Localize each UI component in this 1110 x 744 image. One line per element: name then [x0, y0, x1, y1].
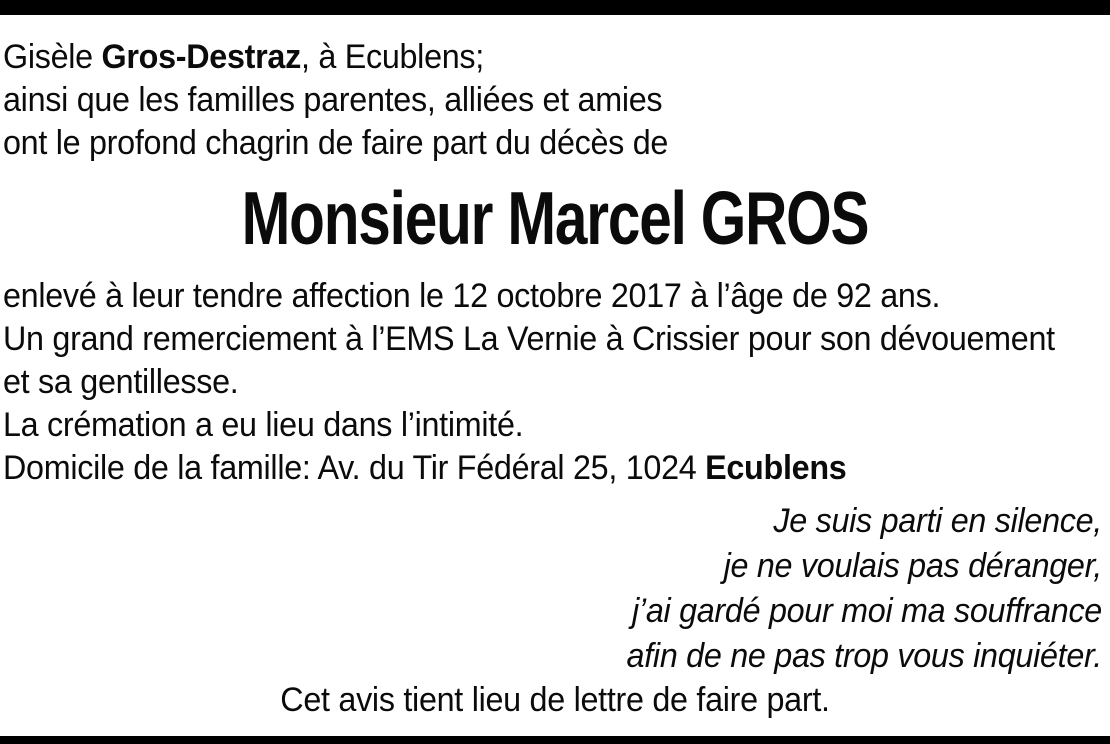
intro-line1-prefix: Gisèle: [3, 38, 102, 76]
surviving-family-name: Gros-Destraz: [101, 38, 301, 76]
domicile-city: Ecublens: [705, 449, 847, 487]
intro-line-3: ont le profond chagrin de faire part du décès de: [3, 124, 669, 162]
top-border-rule: [0, 0, 1110, 15]
body-line-2: Un grand remerciement à l’EMS La Vernie à Crissier pour son dévouement: [3, 320, 1055, 358]
body-line-3: et sa gentillesse.: [3, 363, 239, 401]
intro-line-1: [3, 36, 1055, 79]
poem-line-3: j’ai gardé pour moi ma souffrance: [632, 592, 1102, 630]
poem-line-2: je ne voulais pas déranger,: [723, 547, 1102, 585]
body-line-4: La crémation a eu lieu dans l’intimité.: [3, 406, 524, 444]
body-line-5: [3, 447, 1055, 490]
intro-line1-suffix: , à Ecublens;: [300, 38, 484, 76]
poem-line-4: afin de ne pas trop vous inquiéter.: [626, 637, 1102, 675]
poem-line-1: Je suis parti en silence,: [773, 502, 1102, 540]
body-paragraph: [3, 275, 1055, 490]
bottom-border-rule: [0, 736, 1110, 744]
body-line-1: enlevé à leur tendre affection le 12 octobre 2017 à l’âge de 92 ans.: [3, 277, 941, 315]
footer-note: Cet avis tient lieu de lettre de faire part.: [280, 681, 830, 719]
poem-verse: [55, 499, 1102, 679]
intro-line-2: ainsi que les familles parentes, alliées et amies: [3, 81, 663, 119]
intro-paragraph: [3, 36, 1055, 165]
deceased-name: Monsieur Marcel GROS: [241, 176, 869, 260]
domicile-address: Domicile de la famille: Av. du Tir Fédéral 25, 1024: [3, 449, 706, 487]
